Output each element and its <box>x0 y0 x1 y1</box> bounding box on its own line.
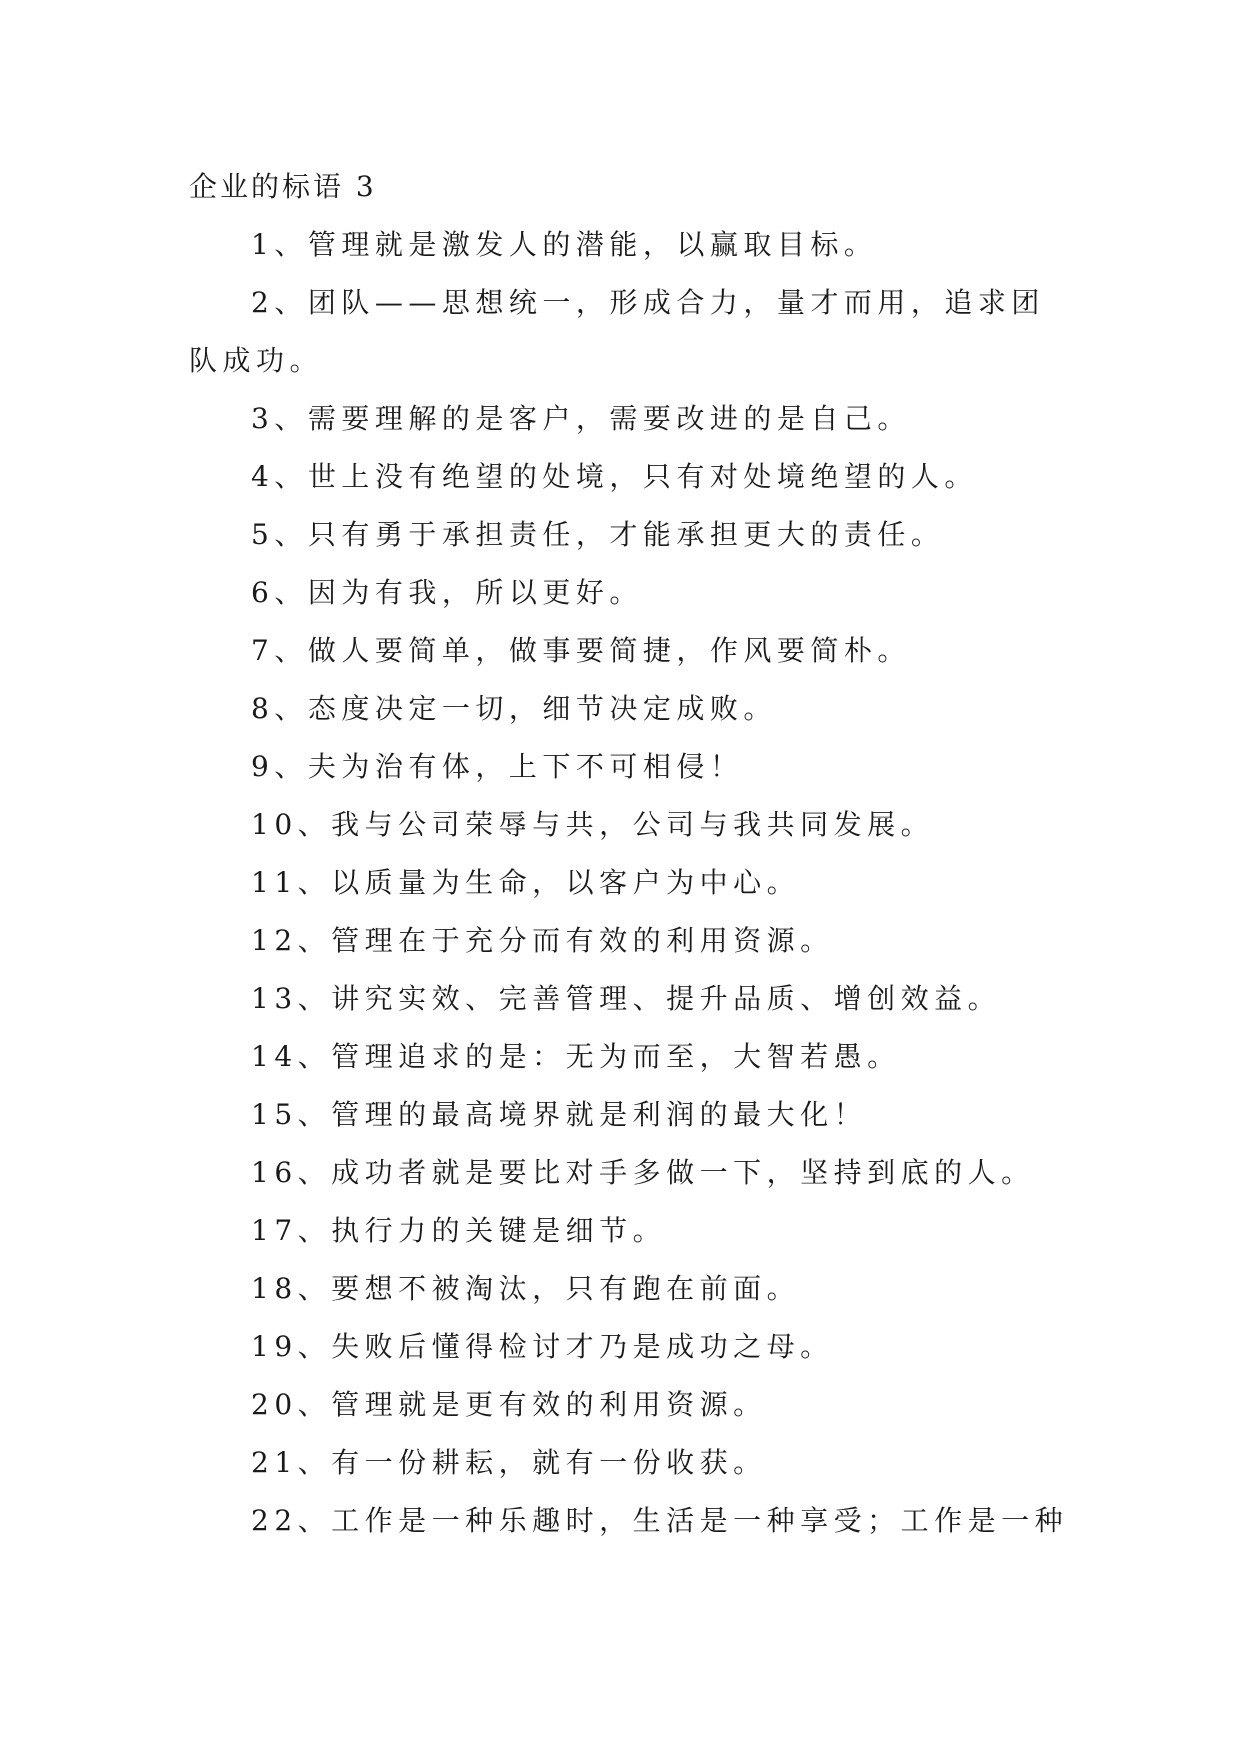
list-item: 3、需要理解的是客户，需要改进的是自己。 <box>251 402 911 435</box>
list-item: 2、团队——思想统一，形成合力，量才而用，追求团队成功。 <box>189 286 1045 377</box>
list-item: 6、因为有我，所以更好。 <box>251 576 643 609</box>
list-item: 8、态度决定一切，细节决定成败。 <box>251 692 777 725</box>
list-item: 15、管理的最高境界就是利润的最大化！ <box>251 1098 868 1131</box>
document-page <box>189 158 1069 1550</box>
list-item: 16、成功者就是要比对手多做一下，坚持到底的人。 <box>251 1156 1035 1189</box>
list-item: 13、讲究实效、完善管理、提升品质、增创效益。 <box>251 982 1002 1015</box>
list-item: 14、管理追求的是：无为而至，大智若愚。 <box>251 1040 901 1073</box>
list-item: 7、做人要简单，做事要简捷，作风要简朴。 <box>251 634 911 667</box>
list-item: 4、世上没有绝望的处境，只有对处境绝望的人。 <box>251 460 978 493</box>
list-item: 5、只有勇于承担责任，才能承担更大的责任。 <box>251 518 945 551</box>
list-item: 22、工作是一种乐趣时，生活是一种享受；工作是一种 <box>251 1504 1069 1537</box>
list-item: 11、以质量为生命，以客户为中心。 <box>251 866 801 899</box>
list-item: 1、管理就是激发人的潜能，以赢取目标。 <box>251 228 878 261</box>
list-item: 20、管理就是更有效的利用资源。 <box>251 1388 767 1421</box>
list-item: 19、失败后懂得检讨才乃是成功之母。 <box>251 1330 834 1363</box>
list-item: 10、我与公司荣辱与共，公司与我共同发展。 <box>251 808 935 841</box>
list-item: 17、执行力的关键是细节。 <box>251 1214 667 1247</box>
list-item: 12、管理在于充分而有效的利用资源。 <box>251 924 834 957</box>
list-item: 18、要想不被淘汰，只有跑在前面。 <box>251 1272 801 1305</box>
document-title: 企业的标语 3 <box>189 170 377 203</box>
list-item: 9、夫为治有体，上下不可相侵！ <box>251 750 744 783</box>
slogan-list <box>189 216 1069 1550</box>
list-item: 21、有一份耕耘，就有一份收获。 <box>251 1446 767 1479</box>
